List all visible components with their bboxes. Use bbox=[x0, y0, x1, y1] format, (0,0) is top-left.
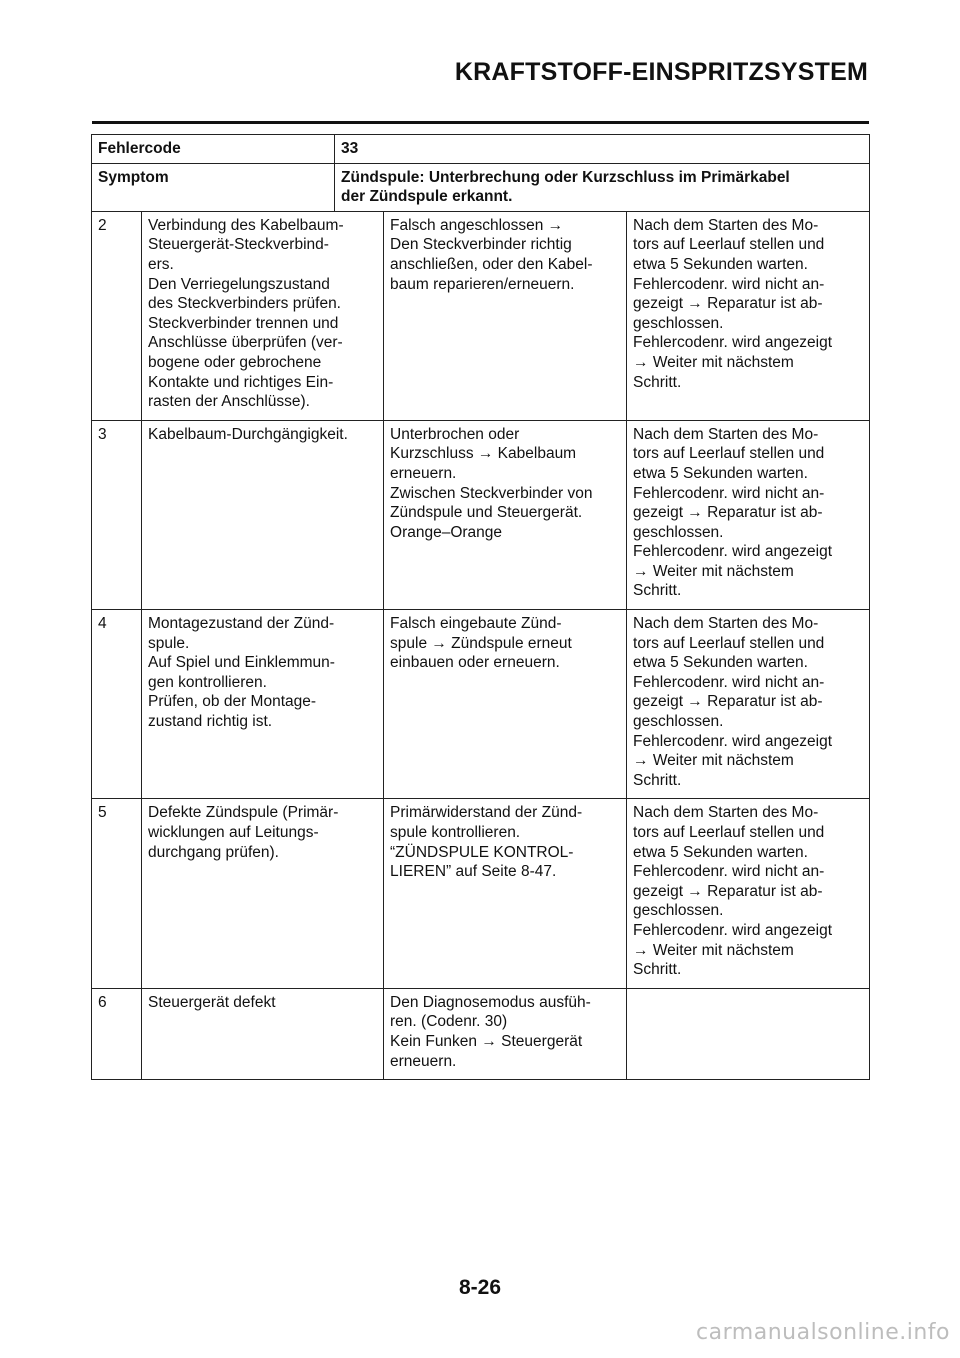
remedy-text: Falsch angeschlossen → Den Steckverbinder richtig anschließen, oder den Kabel- baum reparieren/erneuern. bbox=[384, 211, 627, 420]
symptom-value: Zündspule: Unterbrechung oder Kurzschluss im Primärkabel der Zündspule erkannt. bbox=[335, 163, 870, 211]
page-number: 8-26 bbox=[458, 1276, 502, 1299]
confirmation-text: Nach dem Starten des Mo- tors auf Leerlauf stellen und etwa 5 Sekunden warten. Fehlercodenr. wird nicht an- gezeigt → Reparatur ist ab- geschlossen. Fehlercodenr. wird angezeigt → Weiter mit nächstem Schritt. bbox=[627, 420, 870, 609]
remedy-text: Falsch eingebaute Zünd- spule → Zündspule erneut einbauen oder erneuern. bbox=[384, 610, 627, 799]
confirmation-text: Nach dem Starten des Mo- tors auf Leerlauf stellen und etwa 5 Sekunden warten. Fehlercodenr. wird nicht an- gezeigt → Reparatur ist ab- geschlossen. Fehlercodenr. wird angezeigt → Weiter mit nächstem Schritt. bbox=[627, 799, 870, 988]
step-number: 4 bbox=[92, 610, 142, 799]
table-row bbox=[92, 610, 870, 799]
fault-code-value: 33 bbox=[335, 135, 870, 164]
diagnosis-table bbox=[91, 134, 870, 1080]
watermark: carmanualsonline.info bbox=[696, 1320, 950, 1345]
table-row bbox=[92, 799, 870, 988]
title-rule bbox=[92, 121, 869, 124]
step-number: 6 bbox=[92, 988, 142, 1079]
remedy-text: Den Diagnosemodus ausfüh- ren. (Codenr. 30) Kein Funken → Steuergerät erneuern. bbox=[384, 988, 627, 1079]
step-number: 2 bbox=[92, 211, 142, 420]
confirmation-text: Nach dem Starten des Mo- tors auf Leerlauf stellen und etwa 5 Sekunden warten. Fehlercodenr. wird nicht an- gezeigt → Reparatur ist ab- geschlossen. Fehlercodenr. wird angezeigt → Weiter mit nächstem Schritt. bbox=[627, 610, 870, 799]
remedy-text: Unterbrochen oder Kurzschluss → Kabelbaum erneuern. Zwischen Steckverbinder von Zündspule und Steuergerät. Orange–Orange bbox=[384, 420, 627, 609]
page-title: KRAFTSTOFF-EINSPRITZSYSTEM bbox=[454, 58, 868, 86]
check-item: Defekte Zündspule (Primär- wicklungen auf Leitungs- durchgang prüfen). bbox=[142, 799, 384, 988]
check-item: Kabelbaum-Durchgängigkeit. bbox=[142, 420, 384, 609]
step-number: 5 bbox=[92, 799, 142, 988]
confirmation-text bbox=[627, 988, 870, 1079]
table-row bbox=[92, 988, 870, 1079]
symptom-row bbox=[92, 163, 870, 211]
symptom-label: Symptom bbox=[92, 163, 335, 211]
check-item: Steuergerät defekt bbox=[142, 988, 384, 1079]
confirmation-text: Nach dem Starten des Mo- tors auf Leerlauf stellen und etwa 5 Sekunden warten. Fehlercodenr. wird nicht an- gezeigt → Reparatur ist ab- geschlossen. Fehlercodenr. wird angezeigt → Weiter mit nächstem Schritt. bbox=[627, 211, 870, 420]
table-row bbox=[92, 420, 870, 609]
check-item: Montagezustand der Zünd- spule. Auf Spiel und Einklemmun- gen kontrollieren. Prüfen, ob der Montage- zustand richtig ist. bbox=[142, 610, 384, 799]
remedy-text: Primärwiderstand der Zünd- spule kontrollieren. “ZÜNDSPULE KONTROL- LIEREN” auf Seite 8-47. bbox=[384, 799, 627, 988]
step-number: 3 bbox=[92, 420, 142, 609]
fault-code-label: Fehlercode bbox=[92, 135, 335, 164]
table-row bbox=[92, 211, 870, 420]
fault-code-row bbox=[92, 135, 870, 164]
check-item: Verbindung des Kabelbaum- Steuergerät-Steckverbind- ers. Den Verriegelungszustand des Steckverbinders prüfen. Steckverbinder trennen und Anschlüsse überprüfen (ver- bogene oder gebrochene Kontakte und richtiges Ein- rasten der Anschlüsse). bbox=[142, 211, 384, 420]
